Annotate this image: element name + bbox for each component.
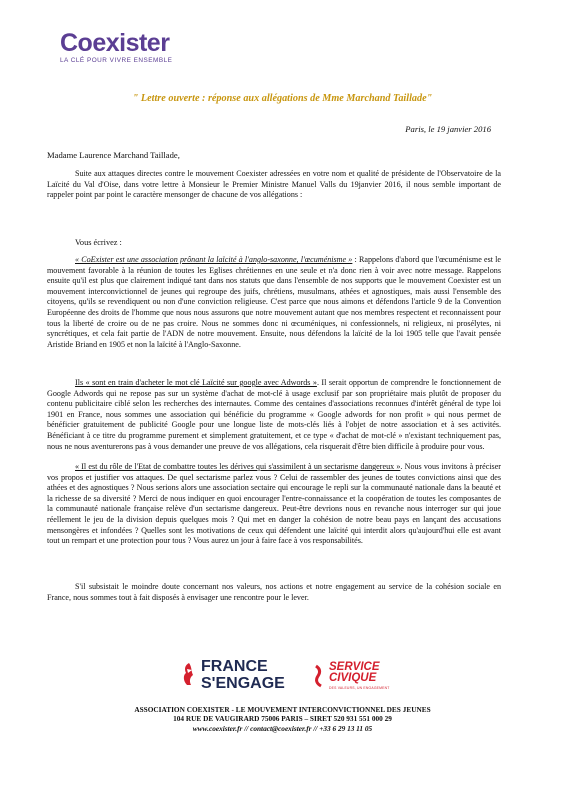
footer bbox=[0, 705, 565, 733]
letter-title: " Lettre ouverte : réponse aux allégations de Mme Marchand Taillade" bbox=[132, 93, 433, 104]
letter-date: Paris, le 19 janvier 2016 bbox=[405, 124, 491, 134]
footer-contact: www.coexister.fr // contact@coexister.fr // +33 6 29 13 11 05 bbox=[192, 723, 373, 733]
greeting: Madame Laurence Marchand Taillade, bbox=[47, 150, 180, 160]
fse-line1: FRANCE bbox=[201, 658, 268, 675]
quote-adwords: Ils « sont en train d'acheter le mot clé Laïcité sur google avec Adwords » bbox=[75, 378, 317, 387]
footer-line1: ASSOCIATION COEXISTER - LE MOUVEMENT INTERCONVICTIONNEL DES JEUNES bbox=[134, 705, 431, 714]
paragraph-sectarisme bbox=[47, 462, 501, 547]
sc-line2: CIVIQUE bbox=[329, 672, 377, 684]
sc-line1: SERVICE bbox=[329, 661, 380, 673]
service-civique-icon bbox=[312, 664, 326, 688]
fse-line2: S'ENGAGE bbox=[201, 675, 285, 692]
intro-paragraph: Suite aux attaques directes contre le mouvement Coexister adressées en votre nom et qualité de présidente de l'Observatoire de la Laïcité du Val d'Oise, dans votre lettre à Monsieur le Premier Ministre Manuel Valls du 19janvier 2016, il nous semble important de rappeler point par point le caractère mensonger de chacune de vos allégations : bbox=[47, 169, 501, 200]
paragraph-laicite-body: : Rappelons d'abord que l'œcuménisme est le mouvement favorable à la réunion de toutes les Eglises chrétiennes en une seule et n'a donc rien à voir avec notre message. Rappelons ensuite qu'il est plus que clairement indiqué tant dans nos statuts que dans l'ensemble de nos supports que le mouvement Coexister est un mouvement interconvictionnel de jeunes qui regroupe des juifs, chrétiens, musulmans, athées et agnostiques, mais aussi l'ensemble des citoyens, qu'ils se revendiquent ou non d'une conviction religieuse. C'est parce que nous aimons et défendons l'article 9 de la Convention Européenne des droits de l'homme que nous nous assurons que notre mouvement autant que nos membres respectent et reconnaissent pour tous la liberté de croire ou de ne pas croire. Nous ne sommes donc ni œcuméniques, ni confessionnels, ni religieux, ni prosélytes, ni syncrétiques, et cela fait partie de l'ADN de notre mouvement. Ensuite, nous défendons la laïcité de la loi 1905 telle que l'avait pensée Aristide Briand en 1905 et non la laïcité à l'Anglo-Saxonne. bbox=[47, 255, 502, 349]
paragraph-laicite bbox=[47, 255, 501, 350]
quote-sectarisme: « Il est du rôle de l'Etat de combattre toutes les dérives qui s'assimilent à un sectarisme dangereux » bbox=[75, 462, 401, 471]
sc-tagline: DES VALEURS, UN ENGAGEMENT bbox=[329, 686, 390, 690]
logo-wordmark bbox=[60, 30, 210, 56]
coexister-logo bbox=[60, 30, 210, 64]
quote-laicite: « CoExister est une association prônant la laïcité à l'anglo-saxonne, l'œcuménisme » bbox=[75, 255, 353, 264]
marianne-icon bbox=[180, 661, 198, 687]
service-civique-logo bbox=[312, 662, 402, 698]
paragraph-sectarisme-body: . Nous vous invitons à préciser vos propos et justifier vos attaques. De quel sectarisme parlez vous ? Celui de rassembler des jeunes de toutes convictions ainsi que des athées et des agnostiques ? Nous serions alors une association sectaire qui encourage le repli sur la communauté nationale dans la beauté et la richesse de sa diversité ? Merci de nous indiquer en quoi encourager l'entre-connaissance et la coopération de toutes les composantes de la communauté nationale française relève d'un sectarisme dangereux. Peut-être devrions nous en revanche nous interroger sur qui joue réellement le jeu de la division depuis quelques mois ? Qui met en danger la cohésion de notre beau pays en lançant des accusations mensongères et infondées ? Quelles sont les motivations de ceux qui défendent une laïcité qui interdit alors qu'aujourd'hui elle est avant tout un rempart et une protection pour tous ? Vous aurez un jour à faire face à vos responsabilités. bbox=[47, 462, 501, 546]
partner-logos bbox=[0, 658, 565, 698]
paragraph-adwords-body: . Il serait opportun de comprendre le fonctionnement de Google Adwords qui ne repose pas sur un système d'achat de mot-clé à usage exclusif par son propriétaire mais plutôt de proposer du contenu publicitaire ciblé selon les recherches des internautes. Comme des centaines d'associations reconnues d'intérêt général de type loi 1901 en France, nous sommes une association qui bénéficie du programme « Google adwords for non profit » qui nous permet de bénéficier gratuitement de publicité Google pour une longue liste de mots-clés liés à l'objet de notre association et à ses activités. Bénéficiant à ce titre du programme purement et simplement gratuitement, et ce type « d'achat de mot-clé » n'existant techniquement pas, nous ne nous aventurerons pas à vous demander une preuve de vos allégations, cela risquerait d'être bien difficile à produire pour vous. bbox=[47, 378, 501, 451]
vous-ecrivez: Vous écrivez : bbox=[75, 238, 122, 247]
paragraph-adwords bbox=[47, 378, 501, 452]
closing-paragraph: S'il subsistait le moindre doute concernant nos valeurs, nos actions et notre engagement au service de la cohésion sociale en France, nous sommes tout à fait disposés à envisager une rencontre pour le lever. bbox=[47, 582, 501, 602]
footer-line2: 104 RUE DE VAUGIRARD 75006 PARIS – SIRET 520 931 551 000 29 bbox=[173, 714, 392, 724]
france-sengage-logo bbox=[180, 658, 300, 698]
logo-tagline: LA CLÉ POUR VIVRE ENSEMBLE bbox=[60, 57, 173, 64]
logo-word-text: Coexister bbox=[60, 29, 170, 57]
